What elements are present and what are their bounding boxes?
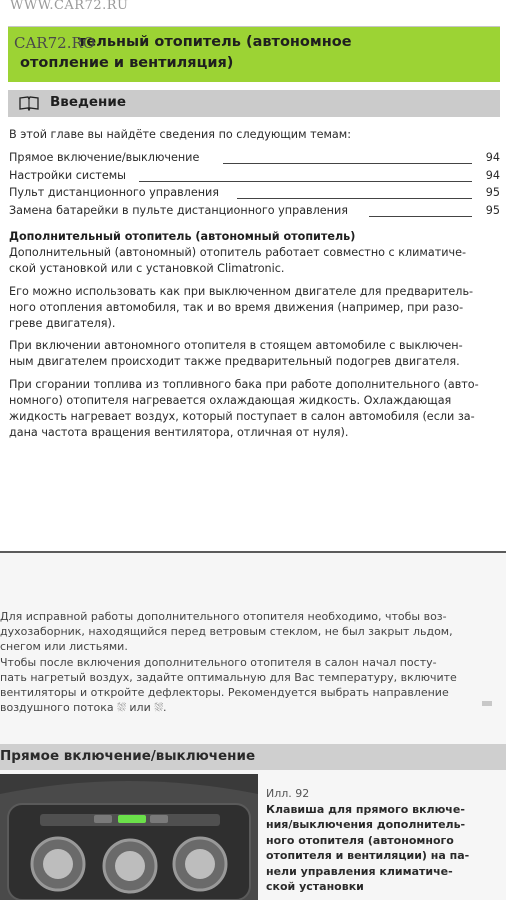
climate-panel-illustration <box>0 774 258 900</box>
header-watermark: CAR72.RO <box>14 34 96 52</box>
toc-item-page: 94 <box>485 168 500 182</box>
figure-caption <box>266 786 500 895</box>
p4-line4: дана частота вращения вентилятора, отличная от нуля). <box>9 426 349 440</box>
toc-leader <box>139 181 472 182</box>
paragraph-1 <box>9 245 499 277</box>
toc-leader <box>223 163 472 164</box>
toc-item-title: Замена батарейки в пульте дистанционного управления <box>9 203 348 217</box>
body-text <box>9 229 499 445</box>
section-title: Введение <box>50 94 126 110</box>
p1-line2: ской установкой или с установкой Climatronic. <box>9 262 285 276</box>
toc-item[interactable] <box>9 186 500 204</box>
subsection-title: Прямое включение/выключение <box>0 748 256 764</box>
caption-line: нели управления климатиче- <box>266 864 453 878</box>
climate-panel-photo <box>0 774 258 900</box>
p2-line2: ного отопления автомобиля, так и во время движения (например, при разо- <box>9 300 464 314</box>
book-icon <box>19 96 39 111</box>
toc-item-title: Прямое включение/выключение <box>9 151 200 164</box>
chapter-title-line2: отопление и вентиляция) <box>20 55 234 71</box>
p3-line1: При включении автономного отопителя в стоящем автомобиле с выключен- <box>9 339 463 353</box>
notice-end-marker <box>482 701 492 706</box>
notice-line: воздушного потока ⛆ или ⛆. <box>0 701 167 715</box>
caption-line: Клавиша для прямого включе- <box>266 802 465 816</box>
caption-line: отопителя и вентиляции) на па- <box>266 849 470 862</box>
section-bar-intro <box>8 90 500 117</box>
toc-item-title: Настройки системы <box>9 168 126 182</box>
toc-item[interactable] <box>9 169 500 187</box>
toc-item[interactable] <box>9 204 500 222</box>
notice-text <box>0 609 480 715</box>
notice-line: вентиляторы и откройте дефлекторы. Рекомендуется выбрать направление <box>0 686 449 700</box>
notice-line: Для исправной работы дополнительного отопителя необходимо, чтобы воз- <box>0 610 447 623</box>
toc-leader <box>237 198 472 199</box>
manual-page-bottom <box>0 553 506 900</box>
notice-line: духозаборник, находящийся перед ветровым стеклом, не был закрыт льдом, <box>0 625 453 639</box>
section-bar-direct <box>0 744 506 770</box>
toc-item-title: Пульт дистанционного управления <box>9 186 220 199</box>
chapter-title-line1: тельный отопитель (автономное <box>78 34 352 50</box>
figure-number: Илл. 92 <box>266 787 310 800</box>
p4-line3: жидкость нагревает воздух, который поступает в салон автомобиля (если за- <box>9 410 475 424</box>
notice-line: пать нагретый воздух, задайте оптимальную для Вас температуру, включите <box>0 670 457 684</box>
chapter-header <box>8 26 500 82</box>
paragraph-3 <box>9 338 499 370</box>
figure-caption-text <box>266 802 500 895</box>
p1-line1: Дополнительный (автономный) отопитель работает совместно с климатиче- <box>9 246 467 260</box>
caption-line: ской установки <box>266 880 364 893</box>
intro-text: В этой главе вы найдёте сведения по следующим темам: <box>9 128 351 141</box>
p2-line1: Его можно использовать как при выключенном двигателе для предваритель- <box>9 284 474 298</box>
toc-item[interactable] <box>9 151 500 169</box>
toc-item-page: 94 <box>485 151 500 164</box>
caption-line: ния/выключения дополнитель- <box>266 818 466 831</box>
heater-indicator <box>118 815 146 823</box>
caption-line: ного отопителя (автономного <box>266 833 454 847</box>
p4-line2: номного) отопителя нагревается охлаждающая жидкость. Охлаждающая <box>9 393 452 407</box>
toc-item-page: 95 <box>485 203 500 217</box>
toc-item-page: 95 <box>485 186 500 199</box>
toc-leader <box>369 216 472 217</box>
table-of-contents <box>9 151 500 221</box>
paragraph-2 <box>9 284 499 333</box>
paragraph-4 <box>9 377 499 442</box>
p3-line2: ным двигателем происходит также предварительный подогрев двигателя. <box>9 355 460 369</box>
p2-line3: греве двигателя). <box>9 317 116 331</box>
site-watermark: WWW.CAR72.RU <box>10 0 129 13</box>
body-heading: Дополнительный отопитель (автономный отопитель) <box>9 230 356 243</box>
notice-line: снегом или листьями. <box>0 640 128 654</box>
notice-line: Чтобы после включения дополнительного отопителя в салон начал посту- <box>0 655 437 669</box>
p4-line1: При сгорании топлива из топливного бака при работе дополнительного (авто- <box>9 377 479 391</box>
